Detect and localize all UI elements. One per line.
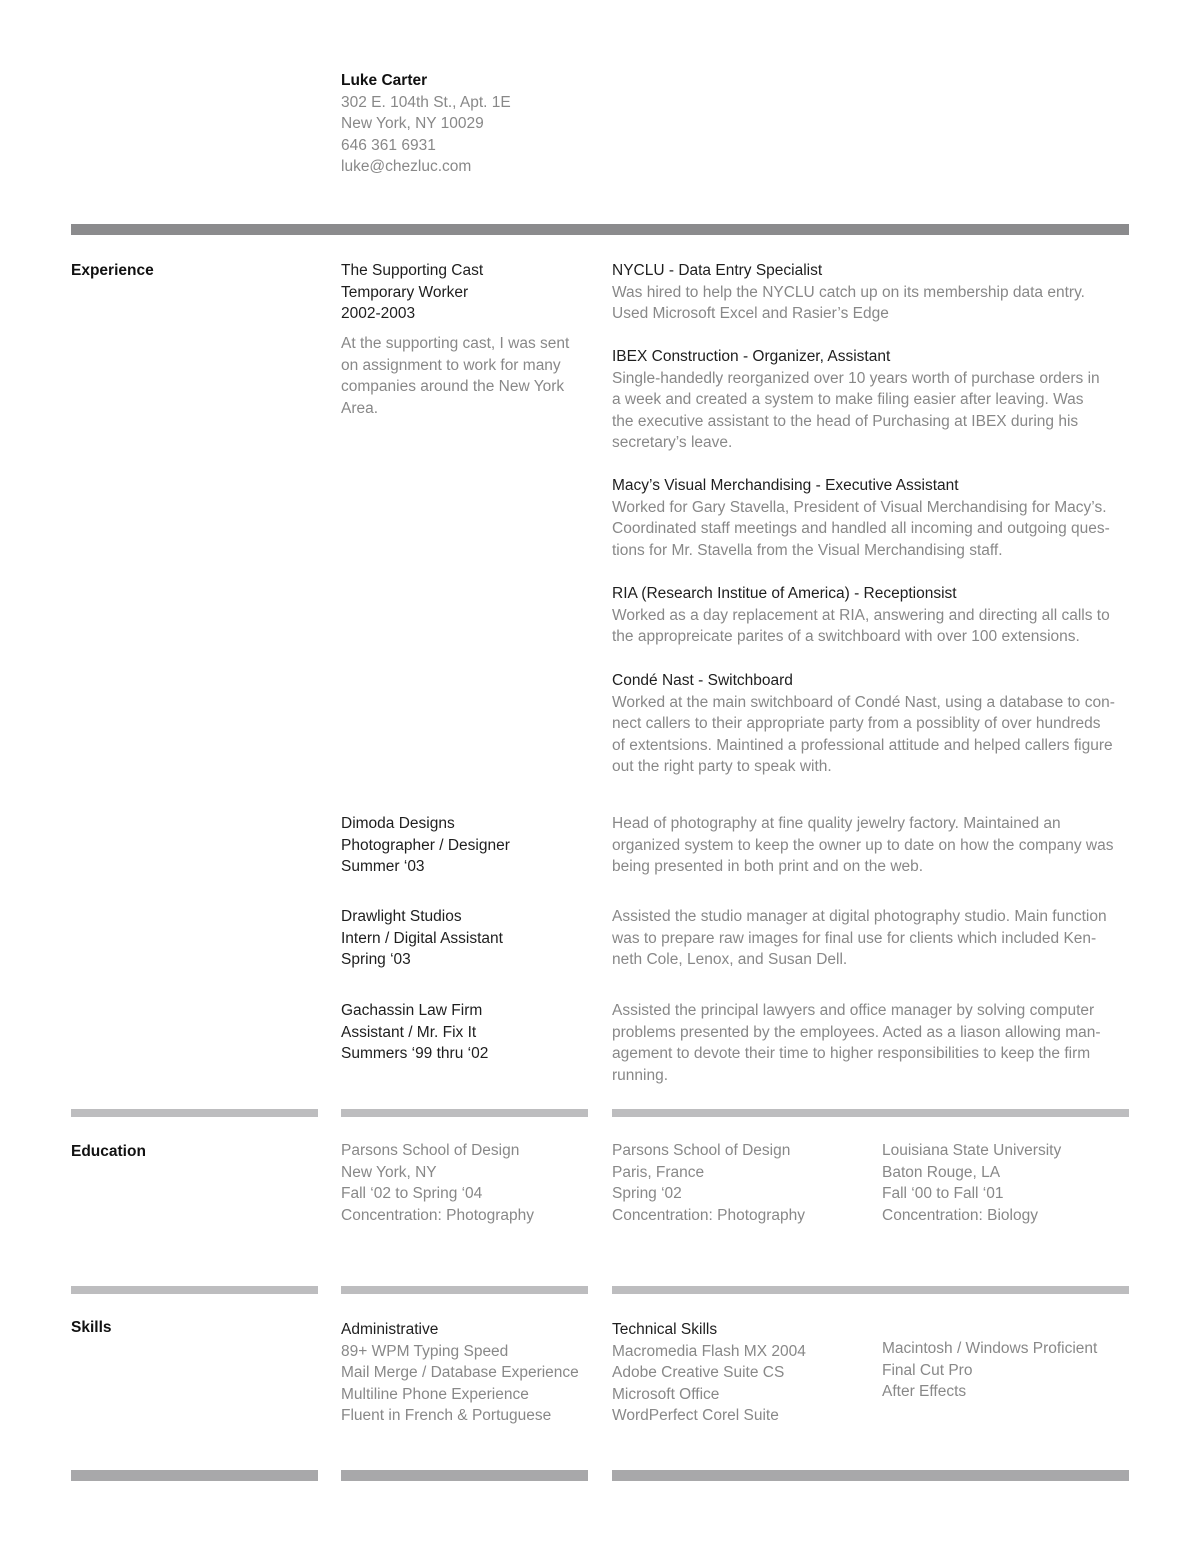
education-divider-col3 [612,1109,1129,1117]
skill-item: 89+ WPM Typing Speed [341,1342,509,1360]
assignment-title: Condé Nast - Switchboard [612,672,793,689]
skill-item: After Effects [882,1383,967,1401]
education-line: Fall ‘02 to Spring ‘04 [341,1185,483,1203]
candidate-name: Luke Carter [341,72,428,89]
job-description-line: being presented in both print and on the web. [612,858,924,876]
education-entry-lsu [882,1140,1061,1226]
education-line: Concentration: Biology [882,1206,1038,1224]
education-line: Baton Rouge, LA [882,1163,1001,1181]
assignment-description: a week and created a system to make filing easier after leaving. Was [612,391,1084,409]
section-heading-experience: Experience [71,262,154,279]
footer-divider-col3 [612,1470,1129,1481]
job-description-line: neth Cole, Lenox, and Susan Dell. [612,951,848,969]
education-entry-parsons-paris [612,1140,805,1226]
education-divider-col1 [71,1109,318,1117]
summary-line: on assignment to work for many [341,356,561,374]
education-line: Parsons School of Design [341,1142,520,1159]
job-description-line: was to prepare raw images for final use for clients which included Ken- [612,929,1097,947]
job-role: Temporary Worker [341,283,469,301]
skill-item: Final Cut Pro [882,1361,973,1379]
job-company: Gachassin Law Firm [341,1002,483,1019]
job-dates: Summer ‘03 [341,858,425,876]
skills-technical [612,1319,806,1427]
skills-administrative [341,1319,579,1427]
education-line: Paris, France [612,1163,705,1181]
assignment-description: secretary’s leave. [612,434,733,452]
skill-item: Microsoft Office [612,1385,720,1403]
job-role: Intern / Digital Assistant [341,929,503,947]
assignment-description: Single-handedly reorganized over 10 years worth of purchase orders in [612,369,1100,387]
job-dimoda [341,813,510,878]
email-address: luke@chezluc.com [341,158,472,176]
education-line: New York, NY [341,1163,437,1181]
job-gachassin-description [612,1000,1101,1086]
header-divider [71,224,1129,235]
assignment-description: nect callers to their appropriate party from a possiblity of over hundreds [612,715,1101,733]
job-company: Drawlight Studios [341,908,462,925]
summary-line: Area. [341,399,379,417]
job-role: Assistant / Mr. Fix It [341,1023,477,1041]
education-line: Concentration: Photography [341,1206,535,1224]
education-line: Spring ‘02 [612,1185,682,1203]
section-heading-education: Education [71,1143,146,1160]
assignment-description: Worked as a day replacement at RIA, answering and directing all calls to [612,606,1110,624]
education-line: Concentration: Photography [612,1206,806,1224]
phone-number: 646 361 6931 [341,136,436,154]
job-role: Photographer / Designer [341,836,510,854]
assignment-title: NYCLU - Data Entry Specialist [612,262,823,279]
address-line-1: 302 E. 104th St., Apt. 1E [341,93,511,111]
assignment-description: the appropreicate parites of a switchboard with over 100 extensions. [612,628,1080,646]
assignment-macys [612,475,1110,561]
address-line-2: New York, NY 10029 [341,115,484,133]
job-drawlight [341,906,503,971]
assignment-title: IBEX Construction - Organizer, Assistant [612,348,891,365]
job-dates: Spring ‘03 [341,951,411,969]
skill-item: WordPerfect Corel Suite [612,1407,779,1425]
job-gachassin [341,1000,488,1065]
job-description-line: running. [612,1066,669,1084]
footer-divider-col2 [341,1470,588,1481]
skill-item: Adobe Creative Suite CS [612,1364,785,1382]
job-drawlight-description [612,906,1107,971]
job-description-line: Head of photography at fine quality jewelry factory. Maintained an [612,815,1061,832]
skill-item: Fluent in French & Portuguese [341,1407,552,1425]
footer-divider-col1 [71,1470,318,1481]
assignment-ibex [612,346,1100,454]
assignment-title: RIA (Research Institue of America) - Receptionsist [612,585,957,602]
assignment-title: Macy’s Visual Merchandising - Executive Assistant [612,477,959,494]
job-dates: 2002-2003 [341,305,416,323]
assignment-description: Worked at the main switchboard of Condé Nast, using a database to con- [612,693,1115,711]
job-supporting-cast [341,260,483,325]
skill-item: Macintosh / Windows Proficient [882,1340,1098,1357]
job-company: Dimoda Designs [341,815,455,832]
education-line: Fall ‘00 to Fall ‘01 [882,1185,1004,1203]
assignment-description: tions for Mr. Stavella from the Visual Merchandising staff. [612,541,1003,559]
skills-divider-col3 [612,1286,1129,1294]
assignment-description: Worked for Gary Stavella, President of Visual Merchandising for Macy’s. [612,498,1107,516]
skill-item: Macromedia Flash MX 2004 [612,1342,806,1360]
assignment-description: the executive assistant to the head of Purchasing at IBEX during his [612,412,1079,430]
assignment-description: Used Microsoft Excel and Rasier’s Edge [612,305,889,323]
assignment-description: Was hired to help the NYCLU catch up on its membership data entry. [612,283,1085,301]
job-dates: Summers ‘99 thru ‘02 [341,1045,489,1063]
contact-block [341,70,511,178]
assignment-ria [612,583,1110,648]
education-divider-col2 [341,1109,588,1117]
summary-line: companies around the New York [341,378,565,396]
education-line: Parsons School of Design [612,1142,791,1159]
assignment-description: out the right party to speak with. [612,758,832,776]
job-company: The Supporting Cast [341,262,484,279]
assignment-conde-nast [612,670,1115,778]
skill-item: Mail Merge / Database Experience [341,1364,579,1382]
education-line: Louisiana State University [882,1142,1062,1159]
skill-item: Multiline Phone Experience [341,1385,529,1403]
assignment-description: Coordinated staff meetings and handled all incoming and outgoing ques- [612,520,1110,538]
job-description-line: problems presented by the employees. Acted as a liason allowing man- [612,1023,1101,1041]
job-description-line: organized system to keep the owner up to date on how the company was [612,836,1114,854]
job-description-line: Assisted the principal lawyers and office manager by solving computer [612,1002,1095,1019]
job-dimoda-description [612,813,1113,878]
job-description-line: agement to devote their time to higher responsibilities to keep the firm [612,1045,1091,1063]
summary-line: At the supporting cast, I was sent [341,335,570,352]
section-heading-skills: Skills [71,1319,112,1336]
education-entry-parsons-ny [341,1140,534,1226]
skills-group-title: Administrative [341,1321,439,1338]
assignment-description: of extentsions. Maintined a professional attitude and helped callers figure [612,736,1113,754]
job-summary [341,333,569,419]
skills-divider-col2 [341,1286,588,1294]
skills-technical-more [882,1338,1097,1403]
assignment-nyclu [612,260,1085,325]
skills-group-title: Technical Skills [612,1321,718,1338]
skills-divider-col1 [71,1286,318,1294]
job-description-line: Assisted the studio manager at digital photography studio. Main function [612,908,1107,925]
